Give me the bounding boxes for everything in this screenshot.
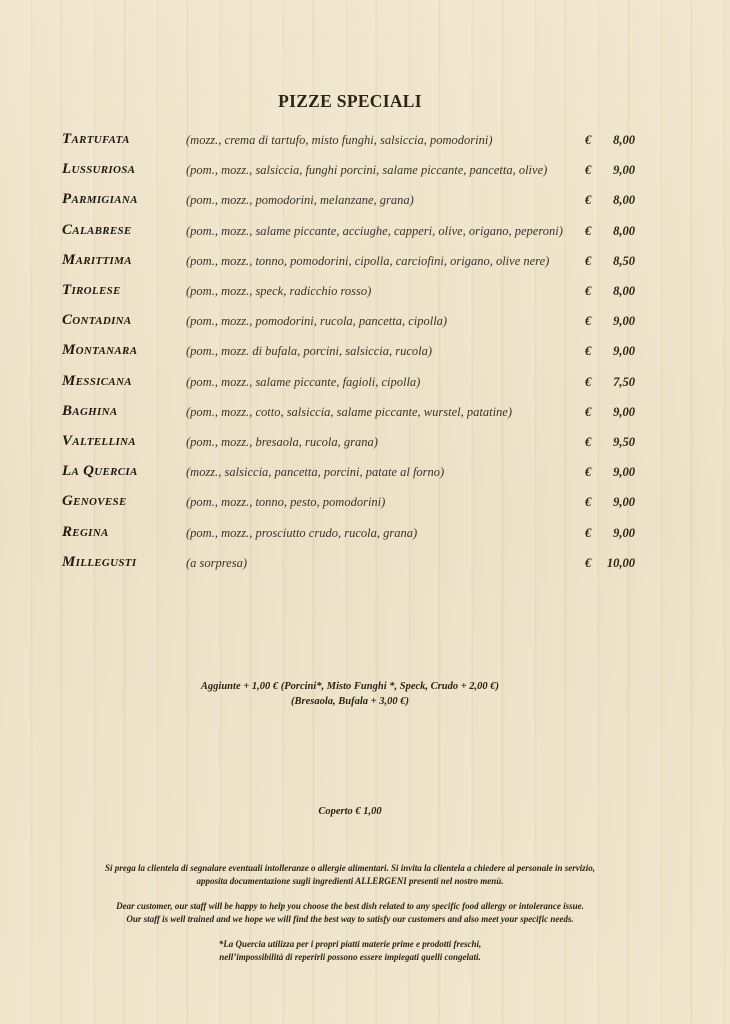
pizza-row (0, 342, 730, 364)
pizza-row (0, 252, 730, 274)
pizza-name: Marittima (62, 252, 132, 268)
pizza-name: Lussuriosa (62, 161, 136, 177)
euro-symbol: € (585, 284, 592, 298)
pizza-name: Regina (62, 524, 109, 540)
allergy-notice-en-2: Our staff is well trained and we hope we will find the best way to satisfy our customers and also meet your specific needs. (126, 914, 574, 924)
pizza-name: Valtellina (62, 433, 136, 449)
pizza-row (0, 403, 730, 425)
pizza-ingredients: (mozz., crema di tartufo, misto funghi, salsiccia, pomodorini) (186, 133, 493, 147)
fresh-products-note-2: nell’impossibilità di reperirli possono essere impiegati quelli congelati. (219, 952, 481, 962)
price-amount: 9,00 (613, 344, 635, 358)
pizza-ingredients: (pom., mozz., tonno, pomodorini, cipolla, carciofini, origano, olive nere) (186, 254, 550, 268)
extras-line-1: Aggiunte + 1,00 € (Porcini*, Misto Funghi *, Speck, Crudo + 2,00 €) (200, 681, 500, 692)
pizza-row (0, 433, 730, 455)
pizza-row (0, 161, 730, 183)
price-amount: 9,00 (613, 314, 635, 328)
pizza-name: Millegusti (62, 554, 137, 570)
pizza-ingredients: (pom., mozz., salsiccia, funghi porcini, salame piccante, pancetta, olive) (186, 163, 548, 177)
extras-line-2: (Bresaola, Bufala + 3,00 €) (291, 696, 409, 707)
euro-symbol: € (585, 344, 592, 358)
pizza-ingredients: (pom., mozz., pomodorini, rucola, pancetta, cipolla) (186, 314, 448, 328)
euro-symbol: € (585, 193, 592, 207)
pizza-name: Montanara (62, 342, 138, 358)
pizza-name: Tartufata (62, 131, 130, 147)
menu-title: PIZZE SPECIALI (278, 91, 422, 111)
euro-symbol: € (585, 526, 592, 540)
pizza-ingredients: (pom., mozz., cotto, salsiccia, salame piccante, wurstel, patatine) (186, 405, 513, 419)
pizza-row (0, 373, 730, 395)
euro-symbol: € (585, 435, 592, 449)
price-amount: 8,50 (613, 254, 635, 268)
pizza-row (0, 222, 730, 244)
pizza-name: Parmigiana (62, 191, 138, 207)
price-amount: 8,00 (613, 133, 635, 147)
pizza-ingredients: (pom., mozz., prosciutto crudo, rucola, grana) (186, 526, 418, 540)
pizza-row (0, 312, 730, 334)
pizza-name: Baghina (62, 403, 118, 419)
price-amount: 9,00 (613, 495, 635, 509)
price-amount: 8,00 (613, 284, 635, 298)
pizza-row (0, 191, 730, 213)
coperto-note: Coperto € 1,00 (318, 806, 382, 817)
price-amount: 9,50 (613, 435, 635, 449)
pizza-row (0, 554, 730, 576)
price-amount: 8,00 (613, 224, 635, 238)
euro-symbol: € (585, 254, 592, 268)
pizza-ingredients: (pom., mozz., tonno, pesto, pomodorini) (186, 495, 386, 509)
euro-symbol: € (585, 556, 592, 570)
pizza-name: Calabrese (62, 222, 132, 238)
fresh-products-note-1: *La Quercia utilizza per i propri piatti materie prime e prodotti freschi, (218, 939, 482, 949)
pizza-ingredients: (pom., mozz., speck, radicchio rosso) (186, 284, 372, 298)
pizza-name: La Quercia (62, 463, 138, 479)
euro-symbol: € (585, 133, 592, 147)
price-amount: 9,00 (613, 163, 635, 177)
price-amount: 10,00 (606, 556, 635, 570)
pizza-ingredients: (pom., mozz., salame piccante, fagioli, cipolla) (186, 375, 421, 389)
pizza-row (0, 524, 730, 546)
allergy-notice-it-1: Si prega la clientela di segnalare eventuali intolleranze o allergie alimentari. Si invita la clientela a chiedere al personale in servizio, (105, 863, 595, 873)
pizza-name: Contadina (62, 312, 132, 328)
euro-symbol: € (585, 375, 592, 389)
pizza-row (0, 131, 730, 153)
euro-symbol: € (585, 405, 592, 419)
pizza-ingredients: (pom., mozz., salame piccante, acciughe, capperi, olive, origano, peperoni) (186, 224, 563, 238)
pizza-name: Tirolese (62, 282, 121, 298)
pizza-name: Genovese (62, 493, 127, 509)
allergy-notice-en-1: Dear customer, our staff will be happy to help you choose the best dish related to any specific food allergy or intolerance issue. (116, 901, 584, 911)
pizza-row (0, 282, 730, 304)
price-amount: 9,00 (613, 526, 635, 540)
euro-symbol: € (585, 495, 592, 509)
euro-symbol: € (585, 224, 592, 238)
pizza-ingredients: (mozz., salsiccia, pancetta, porcini, patate al forno) (186, 465, 445, 479)
pizza-row (0, 463, 730, 485)
pizza-ingredients: (pom., mozz., pomodorini, melanzane, grana) (186, 193, 414, 207)
price-amount: 9,00 (613, 405, 635, 419)
pizza-name: Messicana (62, 373, 132, 389)
price-amount: 7,50 (613, 375, 635, 389)
pizza-ingredients: (pom., mozz., bresaola, rucola, grana) (186, 435, 378, 449)
allergy-notice-it-2: apposita documentazione sugli ingredienti ALLERGENI presenti nel nostro menù. (196, 876, 504, 886)
price-amount: 9,00 (613, 465, 635, 479)
euro-symbol: € (585, 465, 592, 479)
pizza-ingredients: (pom., mozz. di bufala, porcini, salsiccia, rucola) (186, 344, 433, 358)
price-amount: 8,00 (613, 193, 635, 207)
pizza-ingredients: (a sorpresa) (186, 556, 247, 570)
euro-symbol: € (585, 163, 592, 177)
pizza-row (0, 493, 730, 515)
euro-symbol: € (585, 314, 592, 328)
